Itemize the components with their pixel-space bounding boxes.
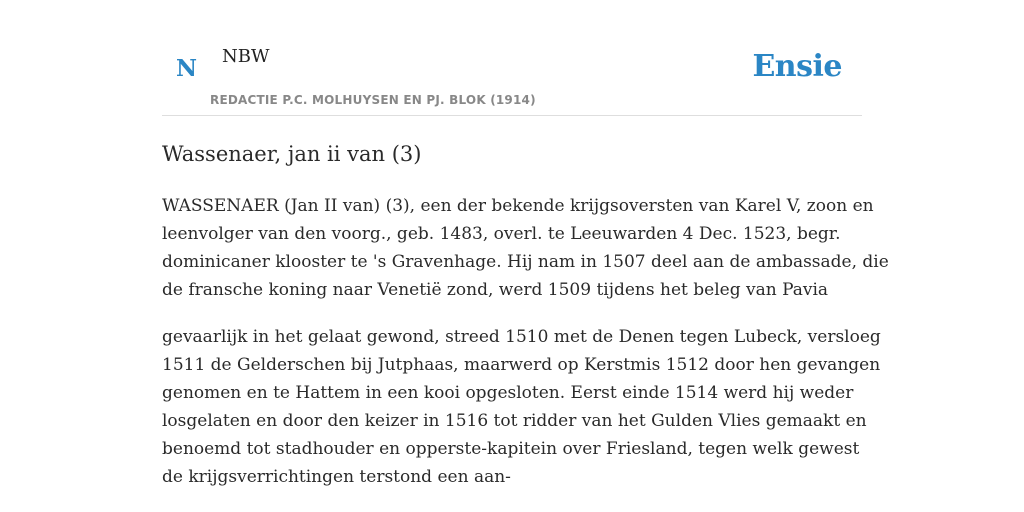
- publication-logo-icon[interactable]: N: [176, 55, 198, 82]
- paragraph-line: WASSENAER (Jan II van) (3), een der bekende krijgsoversten van Karel V, zoon en: [162, 196, 874, 216]
- page-container: [162, 0, 889, 487]
- paragraph-line: losgelaten en door den keizer in 1516 tot ridder van het Gulden Vlies gemaakt en: [162, 411, 867, 431]
- article-paragraph-1: [162, 192, 889, 304]
- paragraph-line: genomen en te Hattem in een kooi opgesloten. Eerst einde 1514 werd hij weder: [162, 383, 854, 403]
- publication-title[interactable]: NBW: [222, 46, 270, 67]
- paragraph-line: leenvolger van den voorg., geb. 1483, overl. te Leeuwarden 4 Dec. 1523, begr.: [162, 224, 841, 244]
- paragraph-line: 1511 de Gelderschen bij Jutphaas, maarwerd op Kerstmis 1512 door hen gevangen: [162, 355, 881, 375]
- page-header: [162, 0, 862, 116]
- ensie-logo[interactable]: Ensie: [752, 49, 842, 84]
- publication-subtitle: REDACTIE P.C. MOLHUYSEN EN PJ. BLOK (1914): [210, 93, 536, 107]
- paragraph-line: de krijgsverrichtingen terstond een aan-: [162, 467, 511, 487]
- paragraph-line: gevaarlijk in het gelaat gewond, streed 1510 met de Denen tegen Lubeck, versloeg: [162, 327, 881, 347]
- article-paragraph-2: [162, 323, 881, 491]
- page-title: Wassenaer, jan ii van (3): [162, 142, 422, 166]
- paragraph-line: benoemd tot stadhouder en opperste-kapitein over Friesland, tegen welk gewest: [162, 439, 860, 459]
- paragraph-line: de fransche koning naar Venetië zond, werd 1509 tijdens het beleg van Pavia: [162, 280, 829, 300]
- paragraph-line: dominicaner klooster te 's Gravenhage. Hij nam in 1507 deel aan de ambassade, die: [162, 252, 889, 272]
